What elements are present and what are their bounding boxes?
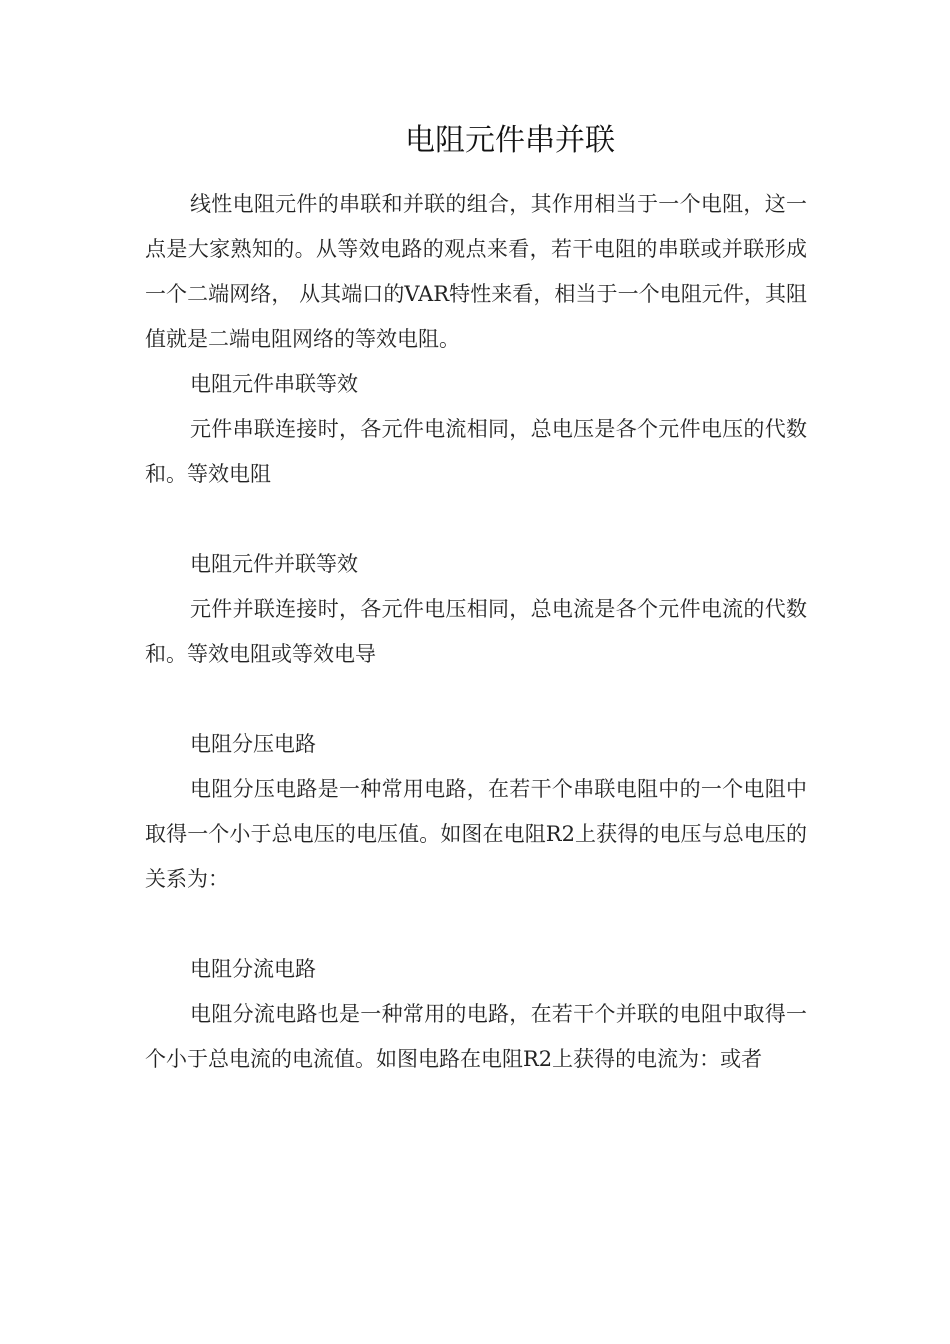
section-heading-series: 电阻元件串联等效 <box>190 372 358 396</box>
series-paragraph: 元件串联连接时，各元件电流相同，总电压是各个元件电压的代数和。等效电阻 <box>145 417 807 486</box>
blank-line <box>145 497 807 542</box>
voltage-divider-paragraph: 电阻分压电路是一种常用电路，在若干个串联电阻中的一个电阻中取得一个小于总电压的电压值。如图在电阻R2上获得的电压与总电压的关系为： <box>145 777 807 891</box>
parallel-paragraph: 元件并联连接时，各元件电压相同，总电流是各个元件电流的代数和。等效电阻或等效电导 <box>145 597 807 666</box>
section-heading-voltage-divider: 电阻分压电路 <box>190 732 316 756</box>
blank-line <box>145 677 807 722</box>
section-heading-parallel: 电阻元件并联等效 <box>190 552 358 576</box>
document-body <box>145 182 807 1082</box>
page-title: 电阻元件串并联 <box>405 123 615 158</box>
current-divider-paragraph: 电阻分流电路也是一种常用的电路，在若干个并联的电阻中取得一个小于总电流的电流值。如图电路在电阻R2上获得的电流为：或者 <box>145 1002 807 1071</box>
intro-paragraph: 线性电阻元件的串联和并联的组合，其作用相当于一个电阻，这一点是大家熟知的。从等效电路的观点来看，若干电阻的串联或并联形成一个二端网络， 从其端口的VAR特性来看，相当于一个电阻元件，其阻值就是二端电阻网络的等效电阻。 <box>145 192 807 351</box>
section-heading-current-divider: 电阻分流电路 <box>190 957 316 981</box>
blank-line <box>145 902 807 947</box>
